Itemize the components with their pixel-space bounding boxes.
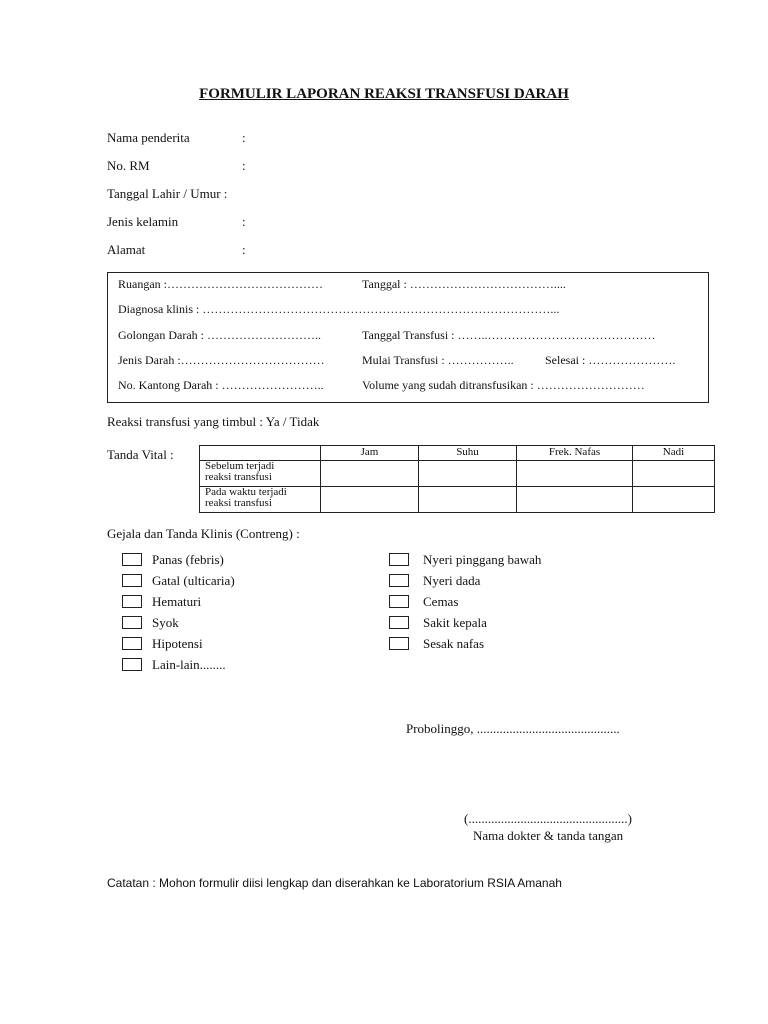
- checkbox-label: Panas (febris): [152, 552, 224, 567]
- field-colon: :: [242, 158, 246, 173]
- checkbox-label: Hipotensi: [152, 636, 203, 651]
- checkbox-cemas[interactable]: [389, 595, 409, 608]
- checkbox-label: Hematuri: [152, 594, 202, 609]
- checkbox-gatal[interactable]: [122, 574, 142, 587]
- tanggal-transfusi-field: Tanggal Transfusi : ……..……………………………………: [362, 328, 656, 342]
- form-title: FORMULIR LAPORAN REAKSI TRANSFUSI DARAH: [199, 86, 569, 102]
- table-header-frek-nafas: Frek. Nafas: [517, 446, 633, 461]
- table-cell[interactable]: [633, 487, 715, 513]
- field-label-alamat: Alamat: [107, 242, 146, 257]
- checkbox-sesak-nafas[interactable]: [389, 637, 409, 650]
- checkbox-label: Cemas: [423, 594, 459, 609]
- checkbox-lain-lain[interactable]: [122, 658, 142, 671]
- checkbox-syok[interactable]: [122, 616, 142, 629]
- diagnosa-field: Diagnosa klinis : ……………………………………………………………………………...: [118, 302, 560, 316]
- checkbox-panas[interactable]: [122, 553, 142, 566]
- tanggal-field: Tanggal : ………………………………....: [362, 277, 566, 291]
- vital-signs-label: Tanda Vital :: [107, 447, 174, 462]
- table-header-suhu: Suhu: [419, 446, 517, 461]
- checkbox-nyeri-dada[interactable]: [389, 574, 409, 587]
- field-label-tanggal-lahir: Tanggal Lahir / Umur :: [107, 186, 228, 201]
- checkbox-label: Lain-lain........: [152, 657, 226, 672]
- checkbox-label: Gatal (ulticaria): [152, 573, 235, 588]
- signature-line: (.................................................): [464, 811, 632, 826]
- checkbox-label: Syok: [152, 615, 179, 630]
- table-cell[interactable]: [419, 461, 517, 487]
- checkbox-label: Nyeri pinggang bawah: [423, 552, 542, 567]
- row-label-line: reaksi transfusi: [205, 471, 272, 483]
- reaction-line: Reaksi transfusi yang timbul : Ya / Tidak: [107, 414, 320, 429]
- checkbox-sakit-kepala[interactable]: [389, 616, 409, 629]
- mulai-transfusi-field: Mulai Transfusi : ……………..: [362, 353, 514, 367]
- table-cell[interactable]: [517, 461, 633, 487]
- ruangan-field: Ruangan :…………………………………: [118, 277, 323, 291]
- golongan-darah-field: Golongan Darah : ………………………..: [118, 328, 321, 342]
- row-label: [200, 461, 321, 487]
- checkbox-hematuri[interactable]: [122, 595, 142, 608]
- field-colon: :: [242, 214, 246, 229]
- checkbox-label: Nyeri dada: [423, 573, 481, 588]
- field-colon: :: [242, 130, 246, 145]
- selesai-field: Selesai : ………………….: [545, 353, 676, 367]
- row-label: [200, 487, 321, 513]
- table-cell[interactable]: [419, 487, 517, 513]
- table-header-row: [200, 446, 715, 461]
- row-label-line: Sebelum terjadi: [205, 460, 275, 472]
- footer-note: Catatan : Mohon formulir diisi lengkap dan diserahkan ke Laboratorium RSIA Amanah: [107, 876, 562, 890]
- table-header-jam: Jam: [321, 446, 419, 461]
- table-header-cell: [200, 446, 321, 461]
- table-cell[interactable]: [517, 487, 633, 513]
- volume-field: Volume yang sudah ditransfusikan : ………………………: [362, 378, 645, 392]
- table-row: [200, 487, 715, 513]
- vital-signs-table: [199, 445, 715, 513]
- row-label-line: Pada waktu terjadi: [205, 486, 287, 498]
- symptoms-heading: Gejala dan Tanda Klinis (Contreng) :: [107, 526, 300, 541]
- transfusion-info-box: [107, 272, 709, 403]
- checkbox-label: Sakit kepala: [423, 615, 487, 630]
- field-label-jenis-kelamin: Jenis kelamin: [107, 214, 179, 229]
- table-cell[interactable]: [633, 461, 715, 487]
- field-label-rm: No. RM: [107, 158, 150, 173]
- signature-label: Nama dokter & tanda tangan: [473, 828, 624, 843]
- row-label-line: reaksi transfusi: [205, 497, 272, 509]
- checkbox-nyeri-pinggang[interactable]: [389, 553, 409, 566]
- table-row: [200, 461, 715, 487]
- checkbox-label: Sesak nafas: [423, 636, 485, 651]
- table-cell[interactable]: [321, 487, 419, 513]
- table-cell[interactable]: [321, 461, 419, 487]
- no-kantong-field: No. Kantong Darah : ……………………..: [118, 378, 324, 392]
- checkbox-hipotensi[interactable]: [122, 637, 142, 650]
- table-header-nadi: Nadi: [633, 446, 715, 461]
- field-label-nama: Nama penderita: [107, 130, 190, 145]
- field-colon: :: [242, 242, 246, 257]
- jenis-darah-field: Jenis Darah :………………………………: [118, 353, 325, 367]
- place-date-line: Probolinggo, ............................................: [406, 721, 620, 736]
